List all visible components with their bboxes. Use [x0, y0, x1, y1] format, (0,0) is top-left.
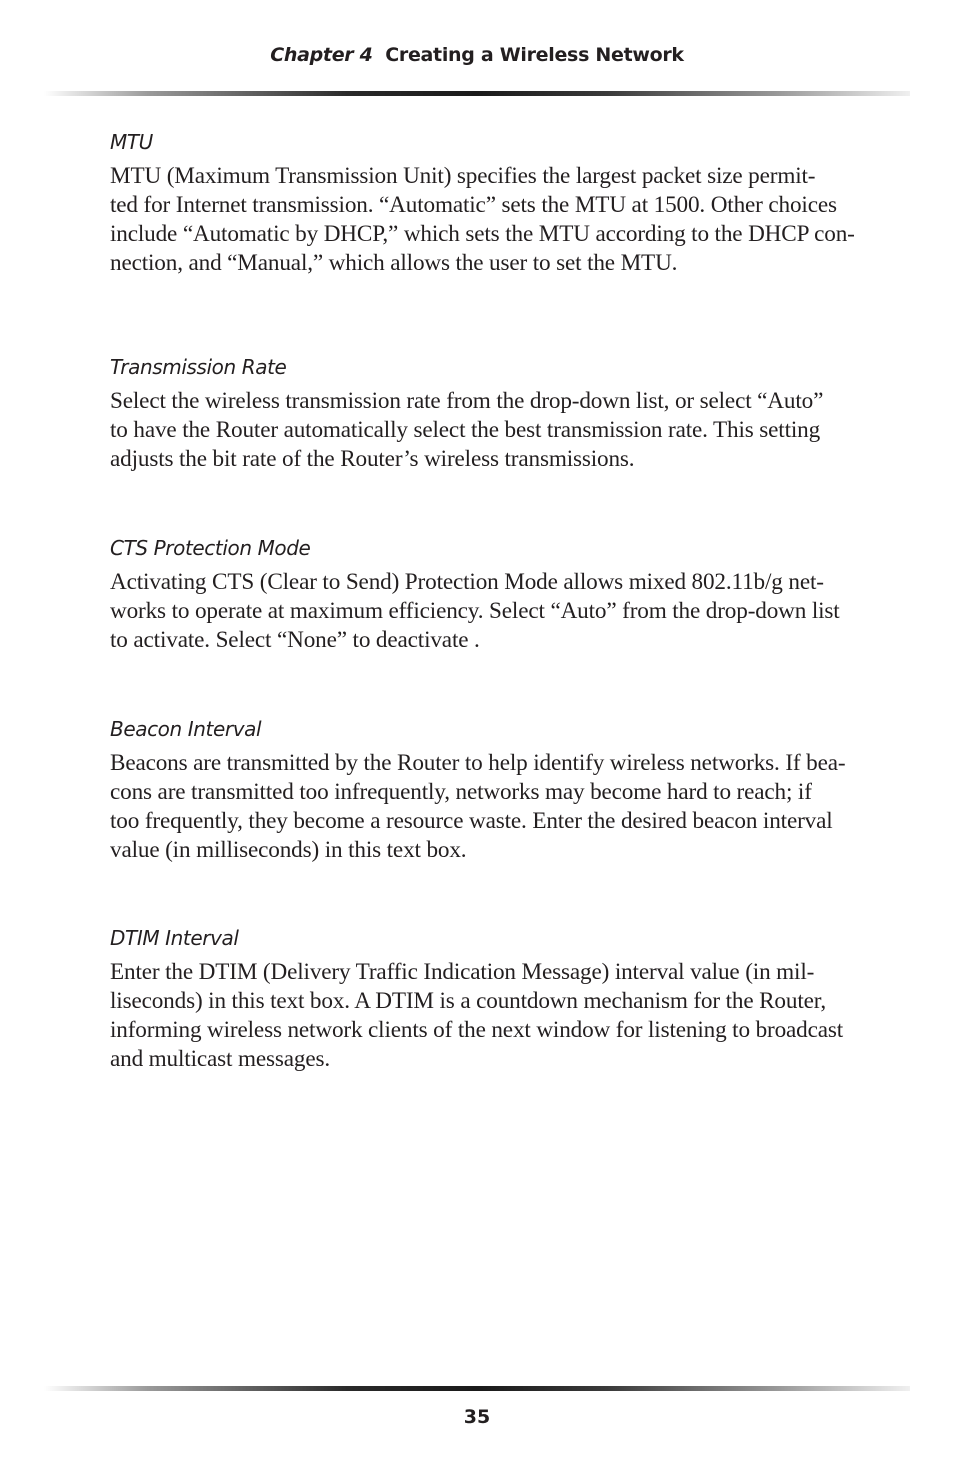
text-line: cons are transmitted too infrequently, networks may become hard to reach; if: [110, 779, 812, 805]
running-header: [0, 44, 954, 66]
section-body-beacon-interval: [110, 749, 862, 865]
text-line: value (in milliseconds) in this text box.: [110, 837, 467, 863]
chapter-label: Chapter 4: [270, 44, 373, 66]
section-dtim-interval: [110, 922, 862, 1074]
text-line: Enter the DTIM (Delivery Traffic Indication Message) interval value (in mil-: [110, 959, 815, 985]
text-line: nection, and “Manual,” which allows the user to set the MTU.: [110, 250, 678, 276]
section-heading-dtim-interval: DTIM Interval: [110, 926, 239, 950]
section-body-cts-protection-mode: [110, 568, 862, 655]
text-line: informing wireless network clients of the next window for listening to broadcast: [110, 1017, 844, 1043]
text-line: Select the wireless transmission rate from the drop-down list, or select “Auto”: [110, 388, 824, 414]
section-cts-protection-mode: [110, 532, 862, 713]
chapter-title: Creating a Wireless Network: [385, 44, 684, 66]
text-line: liseconds) in this text box. A DTIM is a countdown mechanism for the Router,: [110, 988, 827, 1014]
text-line: Activating CTS (Clear to Send) Protection Mode allows mixed 802.11b/g net-: [110, 569, 824, 595]
page-number: 35: [463, 1406, 491, 1428]
section-heading-cts-protection-mode: CTS Protection Mode: [110, 536, 311, 560]
section-heading-transmission-rate: Transmission Rate: [110, 355, 287, 379]
section-heading-mtu: MTU: [110, 130, 153, 154]
section-beacon-interval: [110, 713, 862, 922]
text-line: to have the Router automatically select the best transmission rate. This setting: [110, 417, 821, 443]
section-mtu: [110, 126, 862, 351]
text-line: too frequently, they become a resource waste. Enter the desired beacon interval: [110, 808, 833, 834]
text-line: Beacons are transmitted by the Router to help identify wireless networks. If bea-: [110, 750, 846, 776]
section-body-mtu: [110, 162, 862, 278]
text-line: MTU (Maximum Transmission Unit) specifies the largest packet size permit-: [110, 163, 816, 189]
header-rule: [44, 91, 910, 96]
section-heading-beacon-interval: Beacon Interval: [110, 717, 262, 741]
text-line: adjusts the bit rate of the Router’s wireless transmissions.: [110, 446, 635, 472]
text-line: ted for Internet transmission. “Automatic” sets the MTU at 1500. Other choices: [110, 192, 837, 218]
text-line: and multicast messages.: [110, 1046, 331, 1072]
text-line: works to operate at maximum efficiency. Select “Auto” from the drop-down list: [110, 598, 840, 624]
page-body: [110, 126, 862, 1074]
section-body-transmission-rate: [110, 387, 862, 474]
footer-rule: [44, 1386, 910, 1391]
section-transmission-rate: [110, 351, 862, 532]
section-body-dtim-interval: [110, 958, 862, 1074]
text-line: include “Automatic by DHCP,” which sets the MTU according to the DHCP con-: [110, 221, 855, 247]
text-line: to activate. Select “None” to deactivate .: [110, 627, 480, 653]
